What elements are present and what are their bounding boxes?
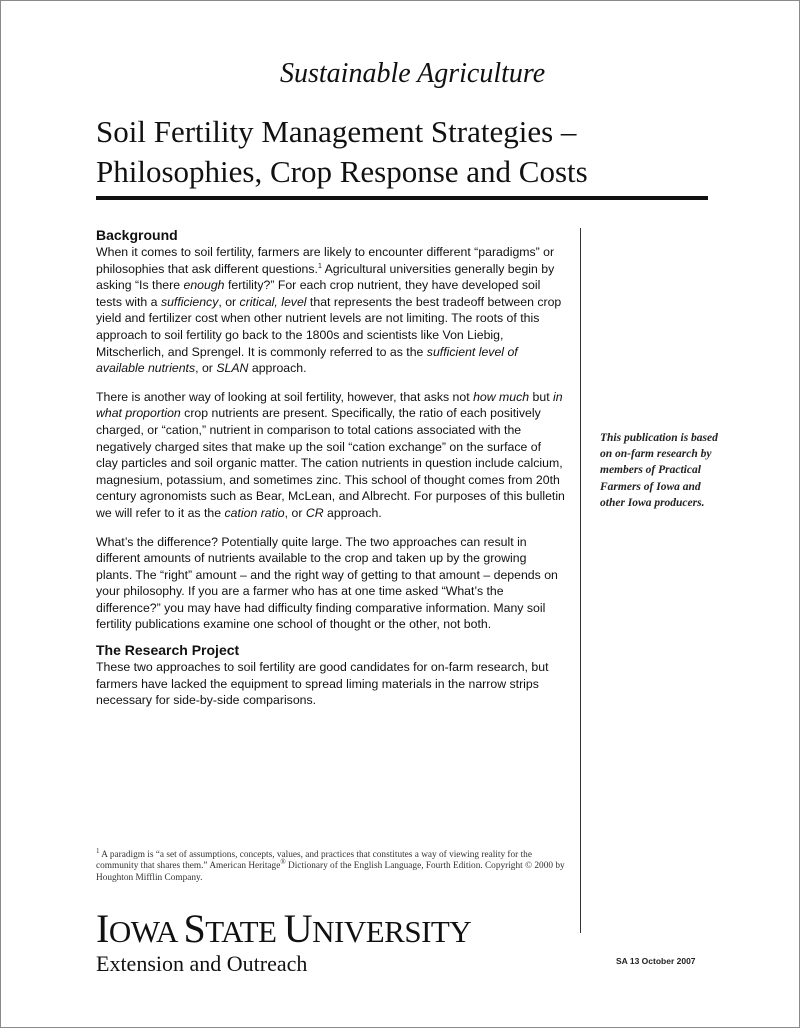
footnote-ref: 1 — [317, 262, 322, 270]
background-heading: Background — [96, 227, 178, 243]
sidebar-note: This publication is based on on-farm research by members of Practical Farmers of Iowa and other Iowa producers. — [600, 432, 718, 509]
publication-code: SA 13 October 2007 — [616, 956, 696, 966]
page-title: Soil Fertility Management Strategies – Philosophies, Crop Response and Costs — [96, 114, 588, 189]
title-rule — [96, 196, 708, 200]
extension-label: Extension and Outreach — [96, 951, 308, 976]
main-column — [96, 226, 566, 721]
research-heading: The Research Project — [96, 642, 240, 659]
background-paragraph-3: What’s the difference? Potentially quite large. The two approaches can result in different amounts of nutrients available to the crop and taken up by the growing plants. The “right” amount – and the right way of getting to that amount – depends on your philosophy. If you are a farmer who has at one time asked “What’s the difference?” you may have had difficulty finding comparative information. Many soil fertility publications examine one school of thought or the other, not both. — [96, 534, 558, 632]
footnote: $^1$ A paradigm is “a set of assumptions, concepts, values, and practices that constitutes a way of viewing reality for the community that shares them.” American Heritage® Dictionary of the English Language, Fourth Edition. Copyright © 2000 by Houghton Mifflin Company. — [96, 846, 565, 883]
series-title: Sustainable Agriculture — [280, 58, 546, 89]
background-paragraph-2: There is another way of looking at soil fertility, however, that asks not how much but in what proportion crop nutrients are present. Specifically, the ratio of each positively charged, or “cation,” nutrient in comparison to total cations associated with the negatively charged sites that make up the soil “cation exchange” on the surface of clay particles and soil organic matter. The cation nutrients in question include calcium, magnesium, potassium, and sometimes zinc. This school of thought comes from 20th century agronomists such as Bear, McLean, and Albrecht. For purposes of this bulletin we will refer to it as the cation ratio, or CR approach. — [96, 389, 565, 520]
background-paragraph-1: When it comes to soil fertility, farmers are likely to encounter different “paradigms” or philosophies that ask different questions.$^1$ Agricultural universities generally begin by asking “Is there enough fertility?” For each crop nutrient, they have developed soil tests with a sufficiency, or critical, level that represents the best tradeoff between crop yield and fertilizer cost when other nutrient levels are not limiting. The roots of this approach to soil fertility go back to the 1800s and scientists like Von Liebig, Mitscherlich, and Sprengel. It is commonly referred to as the sufficient level of available nutrients, or SLAN approach. — [96, 245, 562, 376]
research-paragraph-1: These two approaches to soil fertility are good candidates for on-farm research, but farmers have lacked the equipment to spread liming materials in the narrow strips necessary for side-by-side comparisons. — [96, 660, 549, 708]
column-divider — [580, 228, 581, 933]
university-logo: IOWA STATE UNIVERSITY — [96, 906, 472, 951]
